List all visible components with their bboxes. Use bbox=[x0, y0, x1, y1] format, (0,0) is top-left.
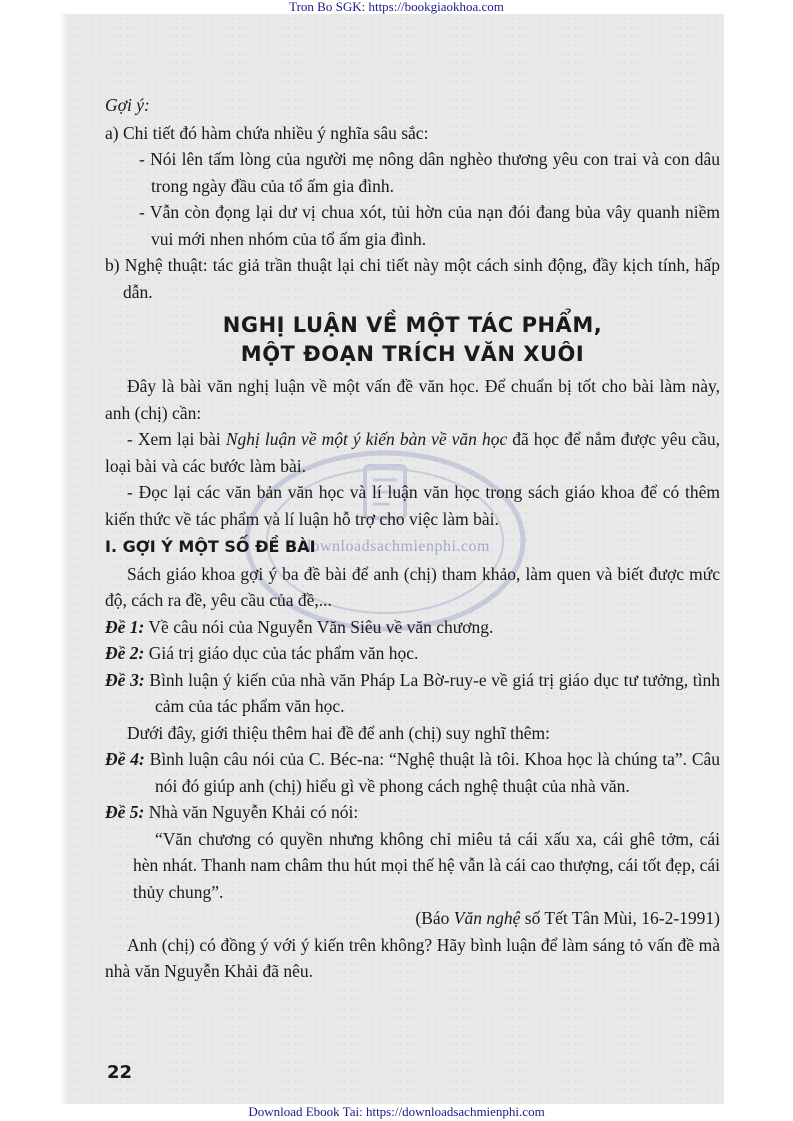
watermark-text: downloadsachmienphi.com bbox=[302, 538, 490, 555]
hint-label: Gợi ý: bbox=[105, 95, 150, 115]
topic-1 bbox=[105, 614, 720, 641]
intro-paragraph: Đây là bài văn nghị luận về một vấn đề văn học. Để chuẩn bị tốt cho bài làm này, anh (chị) cần: bbox=[105, 376, 720, 423]
intro-bullet-1-post: đã học để nắm được yêu cầu, loại bài và các bước làm bài. bbox=[105, 429, 721, 476]
topic-5 bbox=[105, 799, 720, 826]
intro-bullet-2: - Đọc lại các văn bản văn học và lí luận văn học trong sách giáo khoa để có thêm kiến thức về tác phẩm và lí luận hỗ trợ cho việc làm bài. bbox=[105, 482, 720, 529]
intro-bullet-1 bbox=[105, 426, 720, 479]
title-line-2: MỘT ĐOẠN TRÍCH VĂN XUÔI bbox=[240, 342, 585, 366]
hint-a: a) Chi tiết đó hàm chứa nhiều ý nghĩa sâu sắc: bbox=[105, 122, 429, 143]
topic-1-text: Về câu nói của Nguyễn Văn Siêu về văn chương. bbox=[148, 616, 494, 637]
topic-1-label: Đề 1: bbox=[105, 616, 145, 637]
hint-a1: - Nói lên tấm lòng của người mẹ nông dân nghèo thương yêu con trai và con dâu trong ngày đầu của tổ ấm gia đình. bbox=[139, 149, 720, 196]
intro-bullet-1-title: Nghị luận về một ý kiến bàn về văn học bbox=[225, 429, 508, 449]
topic-3 bbox=[105, 667, 720, 720]
topic-2 bbox=[105, 640, 720, 667]
topic-4-label: Đề 4: bbox=[105, 749, 145, 769]
source-title: Văn nghệ bbox=[453, 908, 521, 928]
quote: “Văn chương có quyền nhưng không chỉ miêu tả cái xấu xa, cái ghê tởm, cái hèn nhát. Thanh nam châm thu hút mọi thế hệ vẫn là cái cao thượng, cái tốt đẹp, cái thủy chung”. bbox=[133, 828, 720, 902]
source-post: số Tết Tân Mùi, 16-2-1991) bbox=[520, 908, 720, 928]
section-title: I. GỢI Ý MỘT SỐ ĐỀ BÀI bbox=[105, 537, 316, 556]
topic-2-label: Đề 2: bbox=[105, 643, 145, 663]
hint-a2: - Vẫn còn đọng lại dư vị chua xót, tủi hờn của nạn đói đang bủa vây quanh niềm vui mới nhen nhóm của tổ ấm gia đình. bbox=[139, 202, 720, 249]
topic-5-text: Nhà văn Nguyễn Khải có nói: bbox=[148, 802, 359, 822]
closing-question: Anh (chị) có đồng ý với ý kiến trên không? Hãy bình luận để làm sáng tỏ vấn đề mà nhà văn Nguyễn Khải đã nêu. bbox=[105, 934, 720, 981]
page-body bbox=[105, 92, 720, 985]
more-topics-intro: Dưới đây, giới thiệu thêm hai đề để anh (chị) suy nghĩ thêm: bbox=[127, 722, 550, 743]
source-pre: (Báo bbox=[415, 908, 454, 928]
hint-b: b) Nghệ thuật: tác giả trần thuật lại chi tiết này một cách sinh động, đầy kịch tính, hấp dẫn. bbox=[105, 255, 720, 302]
page-number: 22 bbox=[107, 1062, 133, 1083]
topic-4 bbox=[105, 746, 720, 799]
topic-5-label: Đề 5: bbox=[105, 802, 145, 822]
quote-source bbox=[105, 905, 720, 932]
title-line-1: NGHỊ LUẬN VỀ MỘT TÁC PHẨM, bbox=[222, 313, 603, 337]
page-title bbox=[105, 311, 720, 369]
intro-bullet-1-pre: - Xem lại bài bbox=[127, 429, 226, 449]
topic-3-text: Bình luận ý kiến của nhà văn Pháp La Bờ-ruy-e về giá trị giáo dục tư tưởng, tình cảm của tác phẩm văn học. bbox=[149, 669, 721, 716]
section-intro: Sách giáo khoa gợi ý ba đề bài để anh (chị) tham khảo, làm quen và biết được mức độ, cách ra đề, yêu cầu của đề,... bbox=[105, 563, 720, 610]
topic-3-label: Đề 3: bbox=[105, 669, 145, 690]
header-link[interactable]: Tron Bo SGK: https://bookgiaokhoa.com bbox=[289, 0, 504, 14]
topic-4-text: Bình luận câu nói của C. Béc-na: “Nghệ thuật là tôi. Khoa học là chúng ta”. Câu nói đó giúp anh (chị) hiểu gì về phong cách nghệ thuật của nhà văn. bbox=[149, 749, 721, 796]
topic-2-text: Giá trị giáo dục của tác phẩm văn học. bbox=[148, 643, 419, 663]
footer-link[interactable]: Download Ebook Tai: https://downloadsachmienphi.com bbox=[248, 1104, 545, 1119]
